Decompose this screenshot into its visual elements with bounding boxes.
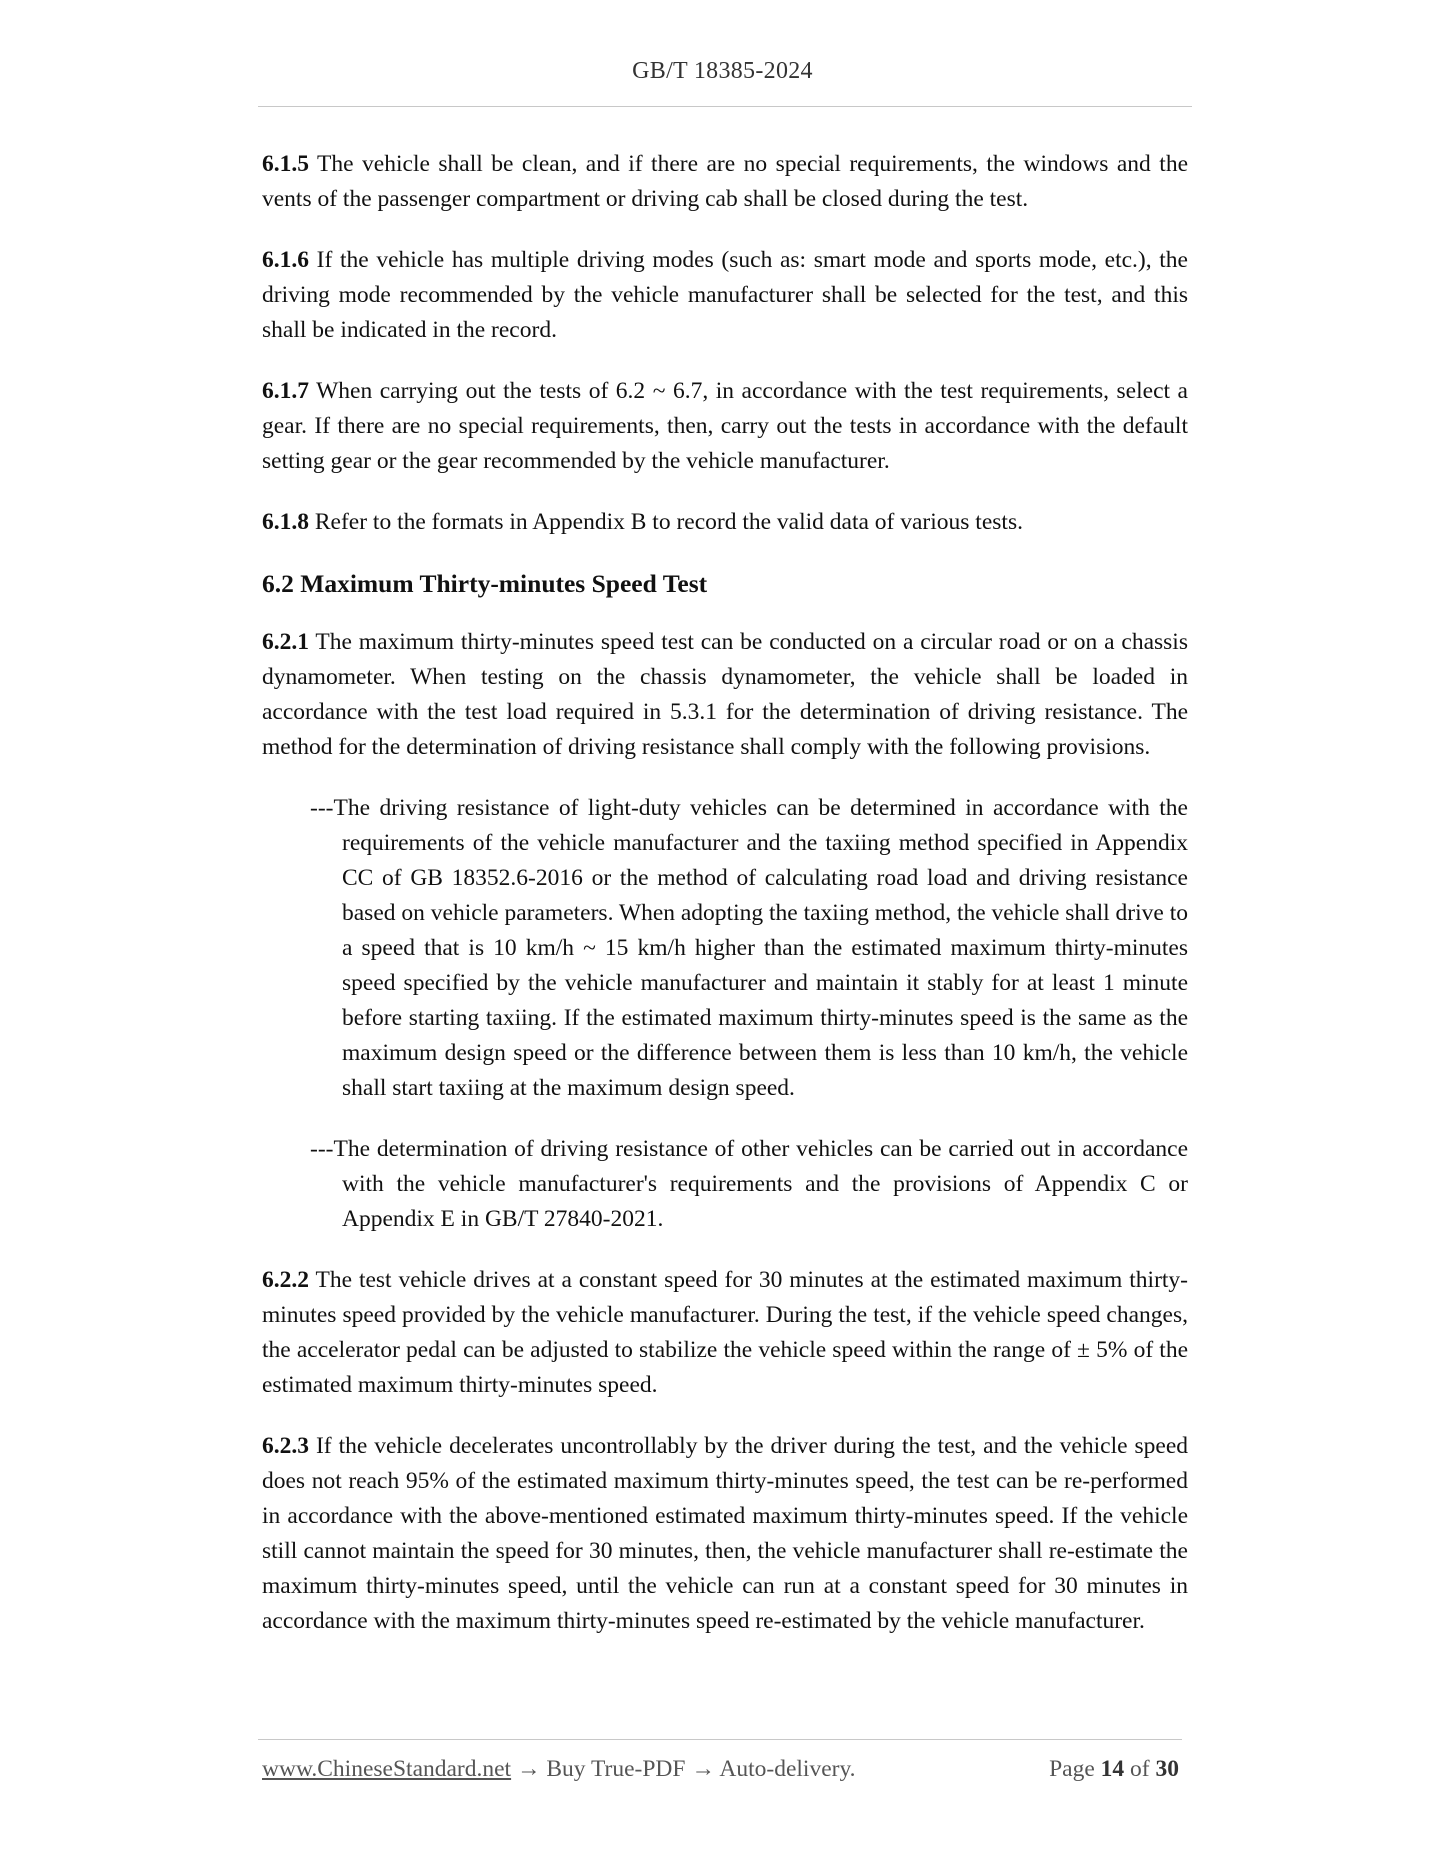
page-indicator <box>1049 1756 1179 1783</box>
clause-number: 6.1.6 <box>262 247 309 273</box>
clause-number: 6.1.8 <box>262 509 309 535</box>
clause-number: 6.2.2 <box>262 1267 309 1293</box>
clause-number: 6.1.7 <box>262 378 309 404</box>
clause-text: If the vehicle has multiple driving modes (such as: smart mode and sports mode, etc.), the driving mode recommended by the vehicle manufacturer shall be selected for the test, and this shall be indicated in the record. <box>262 247 1188 343</box>
header-divider <box>258 106 1192 107</box>
list-item: ---The determination of driving resistance of other vehicles can be carried out in accordance with the vehicle manufacturer's requirements and the provisions of Appendix C or Appendix E in GB/T 27840-2021. <box>310 1136 1188 1232</box>
page-label: Page <box>1049 1756 1101 1782</box>
clause-6-1-6 <box>262 243 1188 348</box>
clause-number: 6.2.3 <box>262 1433 309 1459</box>
footer-divider <box>258 1739 1182 1740</box>
clause-number: 6.2.1 <box>262 629 309 655</box>
of-label: of <box>1124 1756 1156 1782</box>
clause-number: 6.1.5 <box>262 151 309 177</box>
clause-text: The test vehicle drives at a constant speed for 30 minutes at the estimated maximum thirty-minutes speed provided by the vehicle manufacturer. During the test, if the vehicle speed changes, the accelerator pedal can be adjusted to stabilize the vehicle speed within the range of ± 5% of the estimated maximum thirty-minutes speed. <box>262 1267 1188 1398</box>
clause-6-1-8 <box>262 505 1188 540</box>
clause-text: If the vehicle decelerates uncontrollably by the driver during the test, and the vehicle speed does not reach 95% of the estimated maximum thirty-minutes speed, the test can be re-performed in accordance with the above-mentioned estimated maximum thirty-minutes speed. If the vehicle still cannot maintain the speed for 30 minutes, then, the vehicle manufacturer shall re-estimate the maximum thirty-minutes speed, until the vehicle can run at a constant speed for 30 minutes in accordance with the maximum thirty-minutes speed re-estimated by the vehicle manufacturer. <box>262 1433 1188 1634</box>
clause-text: When carrying out the tests of 6.2 ~ 6.7, in accordance with the test requirements, select a gear. If there are no special requirements, then, carry out the tests in accordance with the default setting gear or the gear recommended by the vehicle manufacturer. <box>262 378 1188 474</box>
footer-promo <box>262 1756 856 1783</box>
header-title: GB/T 18385-2024 <box>632 58 813 84</box>
clause-6-2-3 <box>262 1429 1188 1639</box>
section-heading-6-2: 6.2 Maximum Thirty-minutes Speed Test <box>262 569 708 598</box>
clause-6-1-7 <box>262 374 1188 479</box>
page-content <box>262 147 1188 1665</box>
clause-6-2-2 <box>262 1263 1188 1403</box>
clause-6-1-5 <box>262 147 1188 217</box>
page-total: 30 <box>1155 1756 1179 1782</box>
list-item: ---The driving resistance of light-duty vehicles can be determined in accordance with the requirements of the vehicle manufacturer and the taxiing method specified in Appendix CC of GB 18352.6-2016 or the method of calculating road load and driving resistance based on vehicle parameters. When adopting the taxiing method, the vehicle shall drive to a speed that is 10 km/h ~ 15 km/h higher than the estimated maximum thirty-minutes speed specified by the vehicle manufacturer and maintain it stably for at least 1 minute before starting taxiing. If the estimated maximum thirty-minutes speed is the same as the maximum design speed or the difference between them is less than 10 km/h, the vehicle shall start taxiing at the maximum design speed. <box>310 795 1188 1101</box>
clause-text: The maximum thirty-minutes speed test can be conducted on a circular road or on a chassis dynamometer. When testing on the chassis dynamometer, the vehicle shall be loaded in accordance with the test load required in 5.3.1 for the determination of driving resistance. The method for the determination of driving resistance shall comply with the following provisions. <box>262 629 1188 760</box>
page-number: 14 <box>1100 1756 1125 1782</box>
footer-promo-text: → Buy True-PDF → Auto-delivery. <box>511 1756 856 1782</box>
clause-text: The vehicle shall be clean, and if there are no special requirements, the windows and the vents of the passenger compartment or driving cab shall be closed during the test. <box>262 151 1188 212</box>
clause-6-2-1 <box>262 625 1188 765</box>
clause-text: Refer to the formats in Appendix B to record the valid data of various tests. <box>309 509 1023 535</box>
website-link[interactable]: www.ChineseStandard.net <box>262 1756 512 1782</box>
